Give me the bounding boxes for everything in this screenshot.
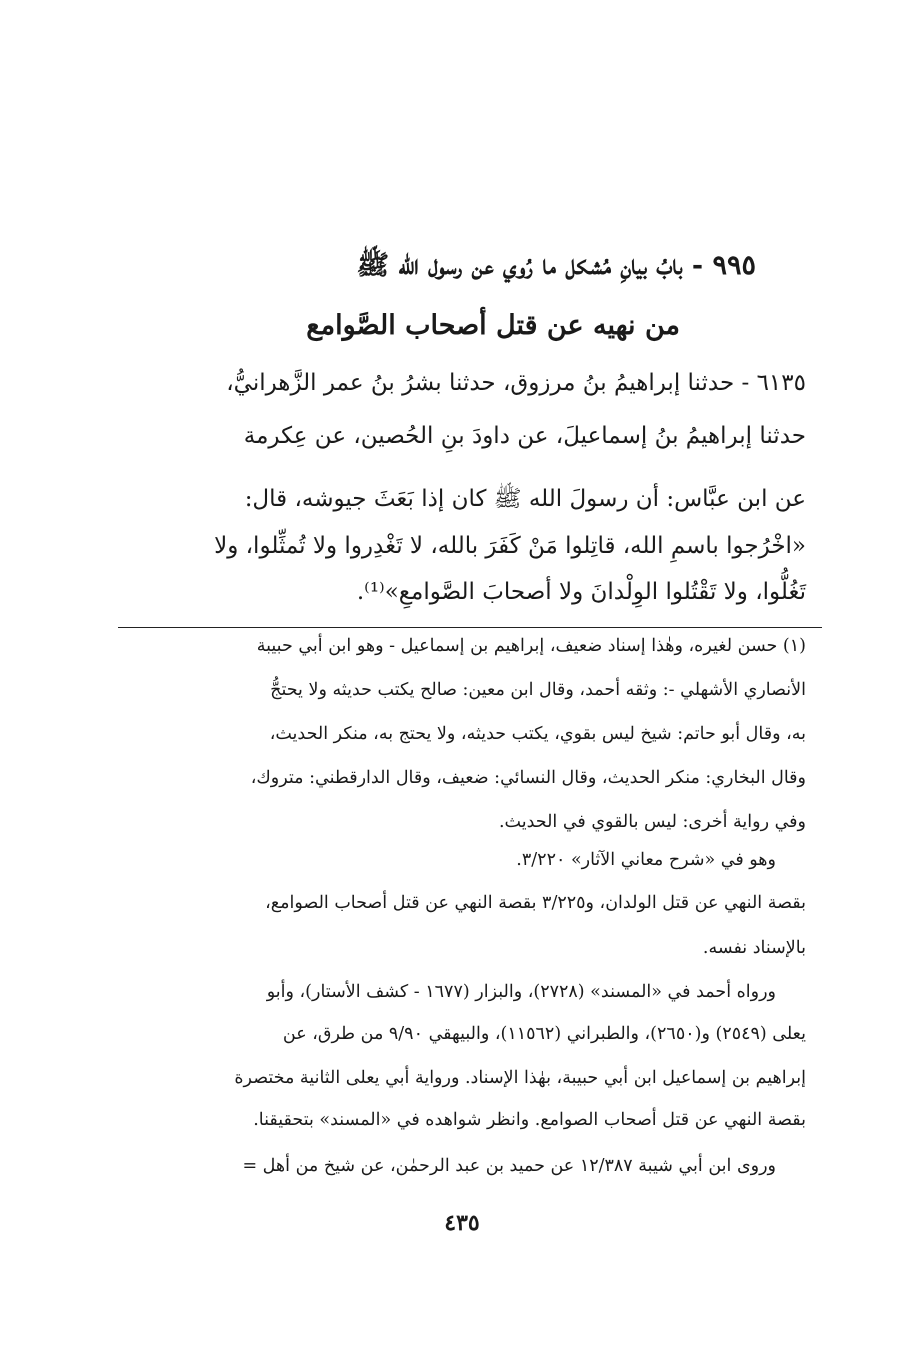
hadith-line-5: تَغُلُّوا، ولا تَقْتُلوا الوِلْدانَ ولا أصحابَ الصَّوامعِ»⁽¹⁾.: [356, 579, 806, 605]
hadith-line-4: «اخْرُجوا باسمِ الله، قاتِلوا مَنْ كَفَرَ بالله، لا تَغْدِروا ولا تُمثِّلوا، ولا: [214, 533, 806, 559]
footnote-line-13: وروى ابن أبي شيبة ١٢/٣٨٧ عن حميد بن عبد الرحمٰن، عن شيخ من أهل =: [242, 1156, 776, 1176]
footnote-line-6: وهو في «شرح معاني الآثار» ٣/٢٢٠.: [516, 850, 776, 870]
hadith-line-2: حدثنا إبراهيمُ بنُ إسماعيلَ، عن داودَ بنِ الحُصين، عن عِكرمة: [243, 423, 806, 449]
hadith-line-3: عن ابن عبَّاس: أن رسولَ الله ﷺ كان إذا بَعَثَ جيوشه، قال:: [244, 486, 806, 512]
footnote-line-9: ورواه أحمد في «المسند» (٢٧٢٨)، والبزار (١٦٧٧ - كشف الأستار)، وأبو: [266, 982, 776, 1002]
chapter-heading-line-1: ٩٩٥ - بابُ بيانِ مُشكل ما رُوي عن رسول الله ﷺ: [356, 250, 756, 281]
chapter-heading-line-2: من نهيه عن قتل أصحاب الصَّوامع: [306, 310, 680, 341]
footnote-separator: [118, 627, 822, 628]
hadith-line-1: ٦١٣٥ - حدثنا إبراهيمُ بنُ مرزوق، حدثنا بشرُ بنُ عمر الزَّهرانيُّ،: [226, 370, 806, 396]
footnote-line-3: به، وقال أبو حاتم: شيخ ليس بقوي، يكتب حديثه، ولا يحتج به، منكر الحديث،: [269, 724, 806, 744]
footnote-line-12: بقصة النهي عن قتل أصحاب الصوامع. وانظر شواهده في «المسند» بتحقيقنا.: [253, 1110, 806, 1130]
footnote-line-5: وفي رواية أخرى: ليس بالقوي في الحديث.: [498, 812, 806, 832]
page-number: ٤٣٥: [444, 1210, 480, 1236]
footnote-line-8: بالإسناد نفسه.: [702, 938, 806, 958]
footnote-line-10: يعلى (٢٥٤٩) و(٢٦٥٠)، والطبراني (١١٥٦٢)، والبيهقي ٩/٩٠ من طرق، عن: [282, 1024, 806, 1044]
footnote-line-11: إبراهيم بن إسماعيل ابن أبي حبيبة، بهٰذا الإسناد. ورواية أبي يعلى الثانية مختصرة: [234, 1068, 806, 1088]
footnote-line-4: وقال البخاري: منكر الحديث، وقال النسائي: ضعيف، وقال الدارقطني: متروك،: [250, 768, 806, 788]
footnote-line-2: الأنصاري الأشهلي -: وثقه أحمد، وقال ابن معين: صالح يكتب حديثه ولا يحتجُّ: [270, 680, 806, 700]
footnote-line-7: بقصة النهي عن قتل الولدان، و٣/٢٢٥ بقصة النهي عن قتل أصحاب الصوامع،: [265, 893, 806, 913]
footnote-line-1: (١) حسن لغيره، وهٰذا إسناد ضعيف، إبراهيم بن إسماعيل - وهو ابن أبي حبيبة: [256, 636, 806, 656]
